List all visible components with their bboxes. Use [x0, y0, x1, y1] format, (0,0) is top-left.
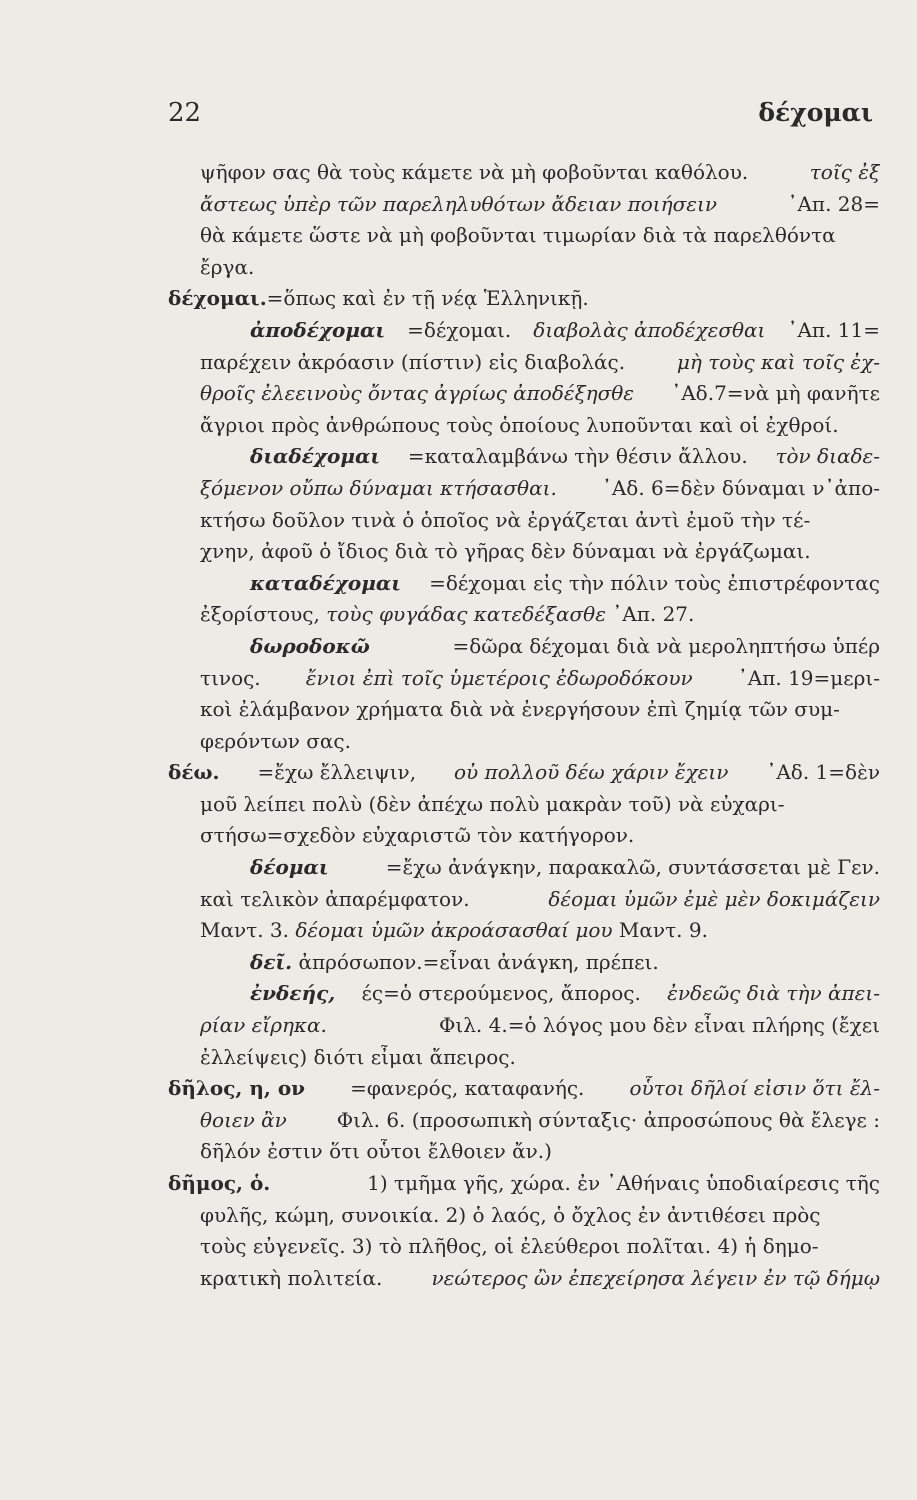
headword: δέομαι — [250, 855, 329, 880]
text-line — [200, 666, 880, 698]
text-segment: φερόντων σας. — [200, 728, 351, 753]
text-line — [200, 1234, 880, 1266]
text-line — [200, 950, 880, 982]
text-line — [200, 192, 880, 224]
headword: δωροδοκῶ — [250, 633, 370, 658]
headword: ἀποδέχομαι — [250, 317, 386, 342]
text-line — [200, 729, 880, 761]
text-line — [200, 918, 880, 950]
text-line — [200, 792, 880, 824]
text-segment: νεώτερος ὢν ἐπεχείρησα λέγειν ἐν τῷ δήμῳ — [431, 1265, 880, 1290]
text-line — [200, 602, 880, 634]
text-line — [200, 1139, 880, 1171]
text-line — [200, 539, 880, 571]
text-segment: φυλῆς, κώμη, συνοικία. 2) ὁ λαός, ὁ ὄχλος ἐν ἀντιθέσει πρὸς — [200, 1202, 821, 1227]
text-segment: Μαντ. 9. — [612, 918, 708, 943]
text-segment: ξόμενον οὔπω δύναμαι κτήσασθαι. — [200, 475, 557, 500]
text-line — [200, 1203, 880, 1235]
text-segment: =δέχομαι. — [407, 317, 512, 342]
text-segment: παρέχειν ἀκρόασιν (πίστιν) εἰς διαβολάς. — [200, 349, 626, 374]
text-segment: Φιλ. 4.=ὁ λόγος μου δὲν εἶναι πλήρης (ἔχει — [438, 1013, 880, 1038]
text-segment: ᾿Απ. 27. — [605, 602, 695, 627]
page-header — [168, 98, 873, 138]
text-segment: ἄστεως ὑπὲρ τῶν παρεληλυθότων ἄδειαν ποιήσειν — [200, 191, 718, 216]
text-line — [200, 887, 880, 919]
headword: δέχομαι. — [168, 286, 267, 311]
text-line — [200, 318, 880, 350]
headword: διαδέχομαι — [250, 444, 381, 469]
text-segment: δῆλόν ἐστιν ὅτι οὗτοι ἔλθοιεν ἄν.) — [200, 1139, 552, 1164]
headword: δεῖ. — [250, 949, 293, 974]
headword: καταδέχομαι — [250, 570, 401, 595]
text-segment: =ὅπως καὶ ἐν τῇ νέᾳ Ἑλληνικῇ. — [266, 286, 589, 311]
text-line — [200, 255, 880, 287]
running-head: δέχομαι — [758, 98, 873, 127]
text-segment: ἔνιοι ἐπὶ τοῖς ὑμετέροις ἐδωροδόκουν — [305, 665, 693, 690]
text-segment: ές=ὁ στερούμενος, ἄπορος. — [361, 981, 641, 1006]
text-segment: τινος. — [200, 665, 261, 690]
text-segment: δέομαι ὑμῶν ἐμὲ μὲν δοκιμάζειν — [548, 886, 880, 911]
text-segment: κτήσω δοῦλον τινὰ ὁ ὁποῖος νὰ ἐργάζεται ἀντὶ ἐμοῦ τὴν τέ- — [200, 507, 811, 532]
text-line — [200, 444, 880, 476]
entry-text-block — [168, 160, 880, 1297]
text-segment: τοὺς φυγάδας κατεδέξασθε — [319, 602, 606, 627]
headword: ἐνδεής, — [250, 981, 336, 1006]
text-segment: καὶ τελικὸν ἀπαρέμφατον. — [200, 886, 470, 911]
text-segment: =δέχομαι εἰς τὴν πόλιν τοὺς ἐπιστρέφοντας — [429, 570, 880, 595]
text-segment: ᾿Απ. 19=μερι- — [737, 665, 880, 690]
text-segment: ἐνδεῶς διὰ τὴν ἀπει- — [667, 981, 880, 1006]
text-line — [200, 381, 880, 413]
text-line — [200, 476, 880, 508]
text-line — [200, 1108, 880, 1140]
text-segment: =δῶρα δέχομαι διὰ νὰ μεροληπτήσω ὑπέρ — [452, 633, 880, 658]
text-segment: ἀπρόσωπον.=εἶναι ἀνάγκη, πρέπει. — [292, 949, 659, 974]
text-segment: θὰ κάμετε ὥστε νὰ μὴ φοβοῦνται τιμωρίαν διὰ τὰ παρελθόντα — [200, 223, 836, 248]
text-segment: ᾿Αδ. 1=δὲν — [766, 760, 880, 785]
text-line — [200, 634, 880, 666]
text-line — [168, 1171, 880, 1203]
text-segment: τοὺς εὐγενεῖς. 3) τὸ πλῆθος, οἱ ἐλεύθεροι πολῖται. 4) ἡ δημο- — [200, 1234, 819, 1259]
text-segment: ᾿Απ. 11= — [787, 317, 880, 342]
text-line — [200, 571, 880, 603]
headword: δῆμος, ὁ. — [168, 1171, 271, 1195]
text-segment: =καταλαμβάνω τὴν θέσιν ἄλλου. — [407, 444, 748, 469]
text-segment: στήσω=σχεδὸν εὐχαριστῶ τὸν κατήγορον. — [200, 823, 635, 848]
text-segment: =φανερός, καταφανής. — [350, 1076, 585, 1101]
text-line — [200, 823, 880, 855]
text-segment: μὴ τοὺς καὶ τοῖς ἐχ- — [676, 349, 880, 374]
text-line — [200, 1045, 880, 1077]
text-segment: τοῖς ἐξ — [809, 160, 880, 184]
text-segment: ρίαν εἴρηκα. — [200, 1013, 327, 1038]
text-line — [200, 350, 880, 382]
text-segment: =ἔχω ἀνάγκην, παρακαλῶ, συντάσσεται μὲ Γεν. — [385, 855, 880, 880]
text-line — [200, 1266, 880, 1298]
text-segment: οὐ πολλοῦ δέω χάριν ἔχειν — [454, 760, 729, 785]
text-line — [168, 1076, 880, 1108]
text-line — [200, 697, 880, 729]
text-line — [200, 413, 880, 445]
text-line — [200, 223, 880, 255]
text-line — [200, 160, 880, 192]
text-segment: ψῆφον σας θὰ τοὺς κάμετε νὰ μὴ φοβοῦνται καθόλου. — [200, 160, 749, 184]
text-segment: τὸν διαδε- — [775, 444, 880, 469]
text-segment: κοὶ ἐλάμβανον χρήματα διὰ νὰ ἐνεργήσουν ἐπὶ ζημίᾳ τῶν συμ- — [200, 697, 840, 722]
text-segment: μοῦ λείπει πολὺ (δὲν ἀπέχω πολὺ μακρὰν τοῦ) νὰ εὐχαρι- — [200, 791, 785, 816]
text-segment: ἐξορίστους, — [200, 602, 320, 627]
text-segment: δέομαι ὑμῶν ἀκροάσασθαί μου — [289, 918, 613, 943]
text-line — [200, 981, 880, 1013]
text-line — [200, 1013, 880, 1045]
text-segment: =ἔχω ἔλλειψιν, — [257, 760, 417, 785]
headword: δῆλος, η, ον — [168, 1076, 306, 1101]
text-segment: ᾿Αδ.7=νὰ μὴ φανῆτε — [671, 381, 880, 406]
text-segment: Φιλ. 6. (προσωπικὴ σύνταξις· ἀπροσώπους θὰ ἔλεγε : — [336, 1107, 880, 1132]
text-segment: ἔργα. — [200, 254, 255, 279]
headword: δέω. — [168, 760, 220, 785]
text-segment: ᾿Αδ. 6=δὲν δύναμαι ν᾿ἀπο- — [601, 475, 880, 500]
text-line — [200, 855, 880, 887]
text-line — [168, 760, 880, 792]
text-segment: ᾿Απ. 28= — [787, 191, 880, 216]
text-segment: 1) τμῆμα γῆς, χώρα. ἐν ᾿Αθήναις ὑποδιαίρεσις τῆς — [367, 1171, 880, 1195]
text-segment: ἄγριοι πρὸς ἀνθρώπους τοὺς ὁποίους λυποῦνται καὶ οἱ ἐχθροί. — [200, 412, 839, 437]
page-number: 22 — [168, 98, 202, 128]
text-segment: ἐλλείψεις) διότι εἶμαι ἄπειρος. — [200, 1044, 516, 1069]
text-segment: θροῖς ἐλεεινοὺς ὄντας ἀγρίως ἀποδέξησθε — [200, 381, 635, 406]
text-segment: διαβολὰς ἀποδέχεσθαι — [533, 317, 766, 342]
text-line — [200, 508, 880, 540]
text-line — [168, 286, 880, 318]
text-segment: οὗτοι δῆλοί εἰσιν ὅτι ἔλ- — [629, 1076, 880, 1101]
text-segment: χνην, ἀφοῦ ὁ ἴδιος διὰ τὸ γῆρας δὲν δύναμαι νὰ ἐργάζωμαι. — [200, 539, 811, 564]
text-segment: κρατικὴ πολιτεία. — [200, 1265, 383, 1290]
text-segment: θοιεν ἂν — [200, 1107, 287, 1132]
text-segment: Μαντ. 3. — [200, 918, 290, 943]
